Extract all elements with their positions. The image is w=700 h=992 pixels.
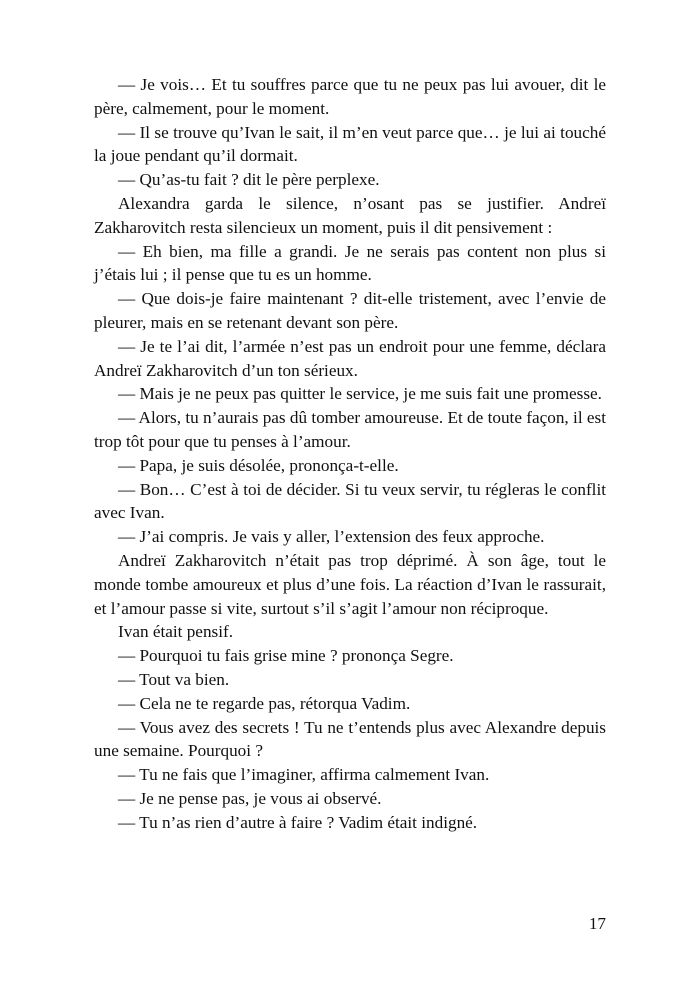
paragraph: — Mais je ne peux pas quitter le service, je me suis fait une promesse. xyxy=(118,384,602,404)
paragraph: — Je ne pense pas, je vous ai observé. xyxy=(118,788,382,808)
paragraph: — Cela ne te regarde pas, rétorqua Vadim. xyxy=(118,693,411,713)
paragraph: — Que dois-je faire maintenant ? dit-elle tristement, avec l’envie de pleurer, mais en se retenant devant son père. xyxy=(94,289,606,332)
paragraph: — J’ai compris. Je vais y aller, l’extension des feux approche. xyxy=(118,527,545,547)
paragraph: — Pourquoi tu fais grise mine ? prononça Segre. xyxy=(118,646,454,666)
paragraph: — Vous avez des secrets ! Tu ne t’entends plus avec Alexandre depuis une semaine. Pourquoi ? xyxy=(94,717,606,761)
paragraph: — Bon… C’est à toi de décider. Si tu veux servir, tu régleras le conflit avec Ivan. xyxy=(94,479,606,523)
paragraph: — Il se trouve qu’Ivan le sait, il m’en veut parce que… je lui ai touché la joue pendant qu’il dormait. xyxy=(94,122,606,166)
paragraph: Andreï Zakharovitch n’était pas trop déprimé. À son âge, tout le monde tombe amoureux et plus d’une fois. La réaction d’Ivan le rassurait, et l’amour passe si vite, surtout s’il s’agit l’amour non réciproque. xyxy=(94,550,606,618)
paragraph: — Alors, tu n’aurais pas dû tomber amoureuse. Et de toute façon, il est trop tôt pour que tu penses à l’amour. xyxy=(94,408,606,451)
paragraph: — Tu ne fais que l’imaginer, affirma calmement Ivan. xyxy=(118,765,490,785)
paragraph: — Eh bien, ma fille a grandi. Je ne serais pas content non plus si j’étais lui ; il pense que tu es un homme. xyxy=(94,241,606,285)
paragraph: Alexandra garda le silence, n’osant pas se justifier. Andreï Zakharovitch resta silencieux un moment, puis il dit pensivement : xyxy=(94,193,606,237)
paragraph: — Tu n’as rien d’autre à faire ? Vadim était indigné. xyxy=(118,812,478,832)
body-text xyxy=(94,73,606,835)
paragraph: — Tout va bien. xyxy=(118,669,230,689)
page-number: 17 xyxy=(588,914,606,933)
paragraph: — Je te l’ai dit, l’armée n’est pas un endroit pour une femme, déclara Andreï Zakharovitch d’un ton sérieux. xyxy=(94,336,606,380)
paragraph: — Papa, je suis désolée, prononça-t-elle. xyxy=(118,455,399,475)
paragraph: — Qu’as-tu fait ? dit le père perplexe. xyxy=(118,170,380,190)
paragraph: Ivan était pensif. xyxy=(118,622,234,642)
paragraph: — Je vois… Et tu souffres parce que tu ne peux pas lui avouer, dit le père, calmement, pour le moment. xyxy=(94,75,606,118)
